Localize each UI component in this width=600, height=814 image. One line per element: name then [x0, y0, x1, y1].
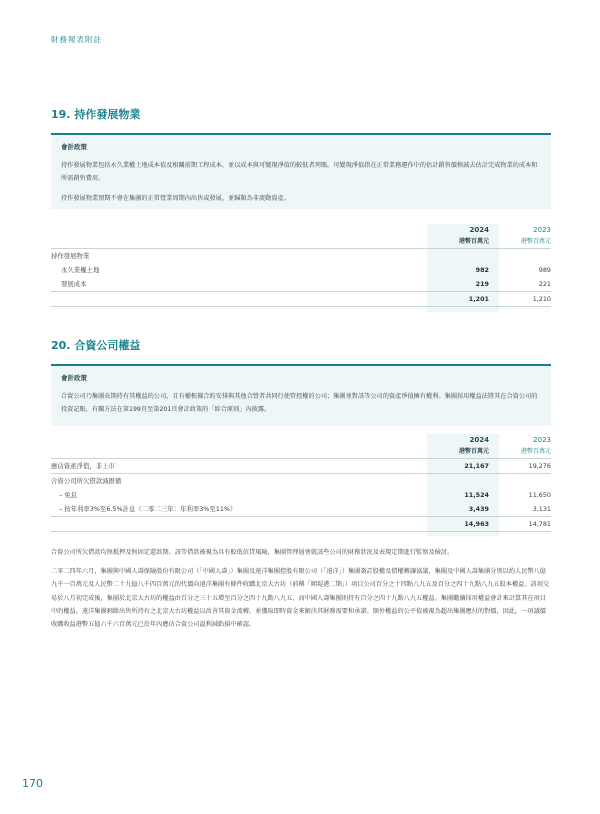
value-2023: 221: [538, 280, 551, 288]
value-2024: 11,524: [464, 491, 489, 499]
section-20-policy-box: [51, 364, 551, 426]
value-2024: 3,439: [468, 505, 489, 513]
policy-title: 會計政策: [61, 143, 87, 151]
row-label: 永久業權土地: [61, 266, 100, 274]
page-number: 170: [22, 777, 43, 790]
policy-paragraph: 持作發展物業包括永久業權土地成本值及相關前期工程成本，並以成本與可變現淨值的較低者列賬。可變現淨值指在正常業務運作中的估計銷售價格減去估計完成物業的成本和所需銷售費用。: [61, 162, 538, 182]
table-total-row: [51, 291, 551, 307]
table-row: [51, 277, 551, 291]
section-19-title: 19. 持作發展物業: [51, 108, 141, 121]
table-total-row: [51, 516, 551, 532]
table-row: [51, 263, 551, 277]
note-paragraph: 合資公司所欠借款均無抵押及無固定還款期。該等借款被視為具有較低信貸風險，集團管理層會就該些公司的財務狀況及表現定期進行監察及檢討。: [51, 549, 454, 556]
year-2023: 2023: [533, 436, 551, 444]
table-row: [51, 249, 551, 263]
table-row: [51, 502, 551, 516]
row-label: – 按年利率3%至6.5%計息（二零二三年：年利率3%至11%）: [59, 505, 237, 513]
running-header: 財務報表附註: [51, 35, 102, 44]
row-label: 應佔資產淨值，非上市: [51, 462, 115, 470]
value-2024: 21,167: [464, 462, 489, 470]
section-20-table: [51, 434, 551, 536]
value-2024: 982: [475, 266, 489, 274]
total-2024: 14,963: [464, 520, 489, 528]
row-label: 合資公司所欠借款減撥備: [51, 477, 122, 485]
total-2023: 14,781: [528, 520, 551, 528]
section-20-notes: [51, 546, 551, 637]
row-label: 持作發展物業: [51, 252, 90, 260]
unit-2024: 港幣百萬元: [458, 238, 489, 245]
table-row: [51, 474, 551, 488]
section-19-table: [51, 224, 551, 312]
policy-title: 會計政策: [61, 374, 87, 382]
value-2023: 11,650: [528, 491, 551, 499]
note-paragraph: 二零二四年六月，集團與中國人壽保險股份有限公司（「中國人壽」）集團及遠洋集團控股有限公司（「遠洋」）集團簽訂股權及債權轉讓協議，集團及中國人壽集團分別以約人民幣八億九千一百萬元及人民幣二十九億八千四百萬元的代價向遠洋集團有條件收購北京大古坊（前稱「頤堤港二期」）項目公司百分之十四點八九五及百分之四十九點八九五股本權益。該項交易於八月初完成後，集團於北京大古坊的權益由百分之三十五增至百分之四十九點八九五，而中國人壽集團則持有百分之四十九點八九五權益。集團繼續採用權益會計來計算其在項目中的權益。遠洋集團剩餘出售所持有之北京大古坊權益以改善其資金流轉，並獲取即時資金來解決其財務需要和承諾。額外權益的公平值被視為超出集團應付的對價，因此，一項議價收購收益港幣五億六千六百萬元已於年內應佔合資公司溢利減虧損中確認。: [51, 568, 550, 629]
year-2023: 2023: [533, 226, 551, 234]
year-2024: 2024: [469, 226, 489, 234]
policy-paragraph: 合資公司乃集團長期持有其權益的公司，且有權根據合約安排與其他合營者共同行使管控權的公司；集團並對該等公司的資產淨值擁有權利。集團採用權益法將其在合資公司的投資記賬，有關方法在第199頁至第201頁會計政策的「綜合原則」內披露。: [61, 393, 538, 413]
year-2024: 2024: [469, 436, 489, 444]
total-2023: 1,210: [532, 295, 551, 303]
unit-2024: 港幣百萬元: [458, 448, 489, 455]
total-2024: 1,201: [468, 295, 489, 303]
table-row: [51, 488, 551, 502]
unit-2023: 港幣百萬元: [520, 448, 551, 455]
section-19-policy-box: [51, 133, 551, 209]
value-2024: 219: [475, 280, 489, 288]
row-label: 發展成本: [61, 280, 87, 288]
unit-2023: 港幣百萬元: [520, 238, 551, 245]
row-label: – 免息: [59, 491, 78, 499]
table-row: [51, 459, 551, 474]
value-2023: 989: [538, 266, 551, 274]
policy-paragraph: 持作發展物業預期不會在集團的正常營業周期內出售或發展，並歸類為非流動資產。: [61, 195, 290, 202]
value-2023: 19,276: [528, 462, 551, 470]
section-20-title: 20. 合資公司權益: [51, 339, 141, 352]
value-2023: 3,131: [532, 505, 551, 513]
